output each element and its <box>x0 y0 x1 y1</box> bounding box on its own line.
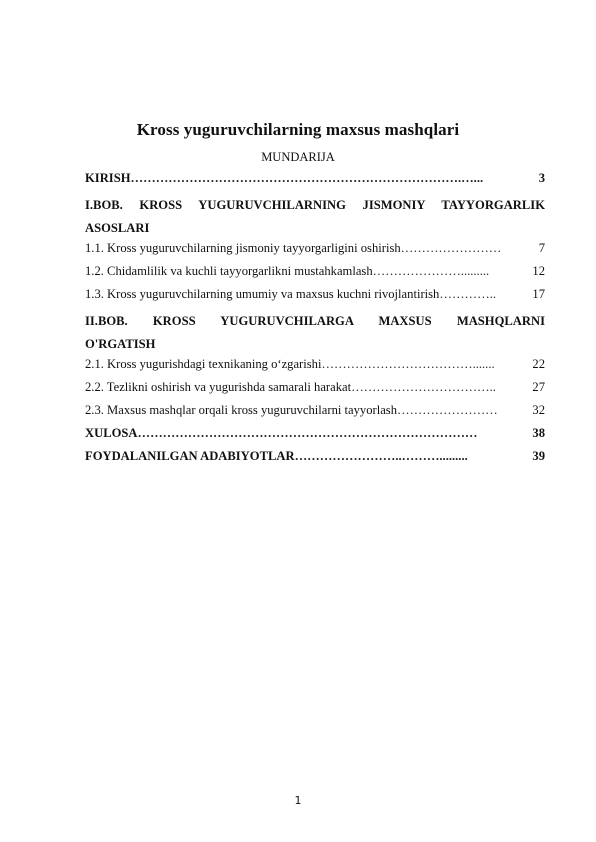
toc-label: 1.1. Kross yuguruvchilarning jismoniy tayyorgarligini oshirish <box>85 240 401 255</box>
toc-leader-dots: ……………………..………......... <box>294 449 468 464</box>
toc-page-number: 32 <box>532 402 545 417</box>
toc-leader-dots: …………………......... <box>372 263 490 278</box>
toc-label: 2.3. Maxsus mashqlar orqali kross yuguruvchilarni tayyorlash <box>85 402 397 417</box>
toc-entry-1-1 <box>85 241 545 264</box>
toc-chapter-2-title-continued: O'RGATISH <box>85 337 156 352</box>
toc-page-number: 39 <box>532 449 545 464</box>
page-number: 1 <box>294 794 302 807</box>
table-of-contents <box>85 171 545 473</box>
toc-label: 2.2. Tezlikni oshirish va yugurishda samarali harakat <box>85 379 352 394</box>
toc-entry-references <box>85 449 545 472</box>
toc-entry-2-2 <box>85 380 545 403</box>
toc-entry-intro <box>85 171 545 194</box>
toc-label: 1.2. Chidamlilik va kuchli tayyorgarlikni mustahkamlash <box>85 263 373 278</box>
toc-page-number: 17 <box>532 286 545 301</box>
toc-label: 2.1. Kross yugurishdagi texnikaning oʻzgarishi <box>85 356 322 371</box>
toc-entry-1-2 <box>85 264 545 287</box>
toc-page-number: 7 <box>538 240 545 255</box>
toc-chapter-1-title-continued: ASOSLARI <box>85 221 150 236</box>
toc-page-number: 22 <box>532 356 545 371</box>
contents-heading: MUNDARIJA <box>261 150 335 164</box>
toc-leader-dots: …………………………….. <box>351 379 496 394</box>
toc-leader-dots: …………………………………………………………………….…... <box>130 171 484 185</box>
toc-leader-dots: …………………… <box>397 402 498 417</box>
toc-page-number: 12 <box>532 263 545 278</box>
toc-label: KIRISH <box>85 171 131 185</box>
toc-leader-dots: ………………………………....... <box>321 356 495 371</box>
toc-entry-2-1 <box>85 357 545 380</box>
document-title: Kross yuguruvchilarning maxsus mashqlari <box>136 120 460 139</box>
toc-chapter-1-title: I.BOB. KROSS YUGURUVCHILARNING JISMONIY TAYYORGARLIK <box>85 198 545 213</box>
toc-leader-dots: ………….. <box>439 286 497 301</box>
toc-leader-dots: …………………… <box>400 240 502 255</box>
toc-label: 1.3. Kross yuguruvchilarning umumiy va maxsus kuchni rivojlantirish <box>85 286 440 301</box>
toc-label: FOYDALANILGAN ADABIYOTLAR <box>85 449 295 464</box>
toc-leader-dots: ……………………………………………………………………… <box>137 426 478 441</box>
toc-page-number: 3 <box>538 171 545 185</box>
toc-page-number: 38 <box>532 426 545 441</box>
toc-entry-1-3 <box>85 287 545 310</box>
toc-entry-2-3 <box>85 403 545 426</box>
toc-chapter-2-title: II.BOB. KROSS YUGURUVCHILARGA MAXSUS MASHQLARNI <box>85 314 545 329</box>
toc-label: XULOSA <box>85 426 138 441</box>
toc-entry-conclusion <box>85 426 545 449</box>
toc-page-number: 27 <box>532 379 545 394</box>
